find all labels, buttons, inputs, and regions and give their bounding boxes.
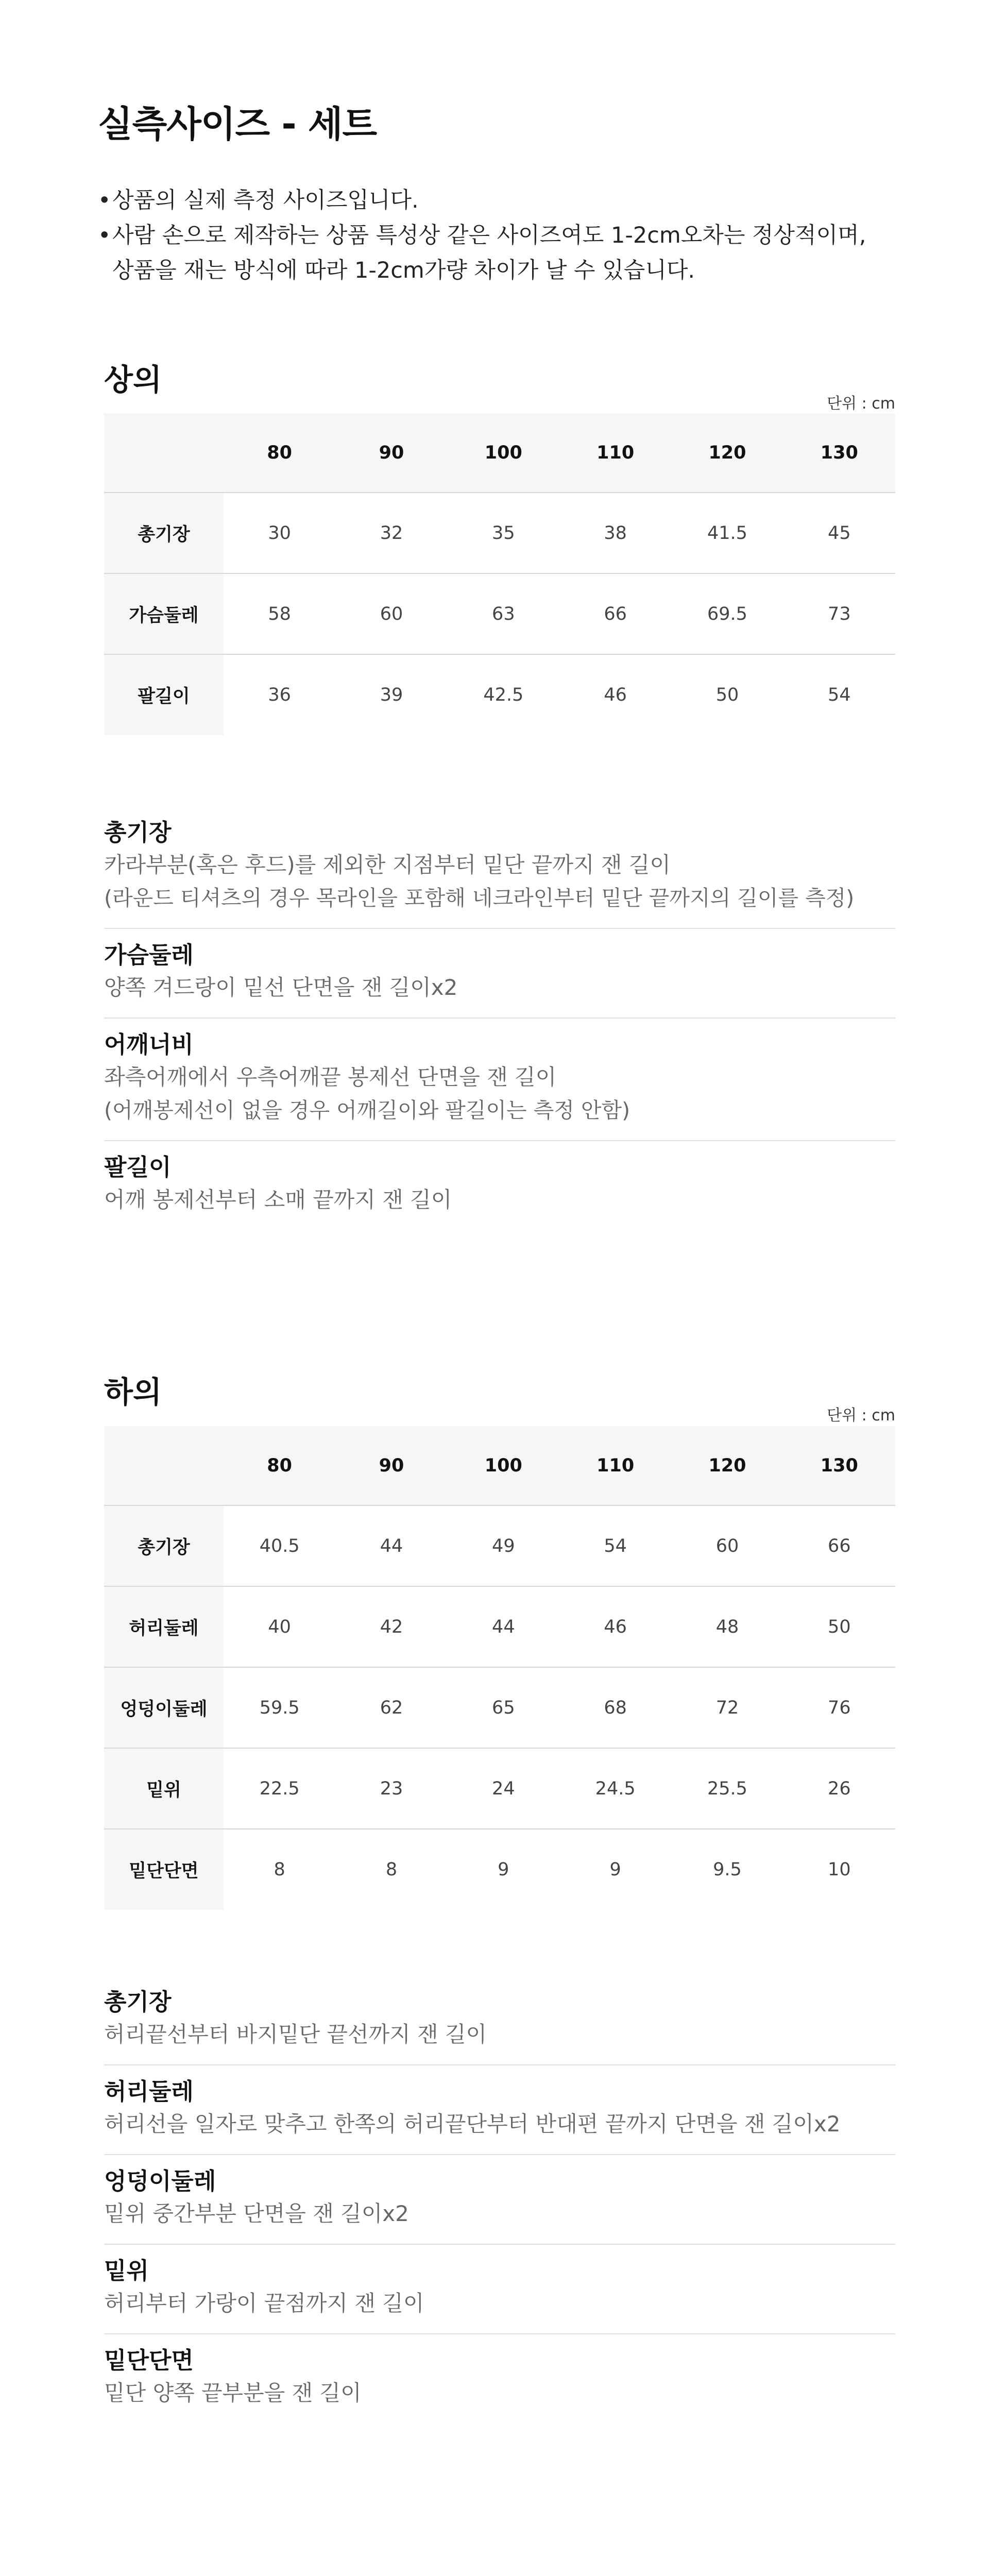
size-header: 120 xyxy=(671,1426,783,1505)
table-cell: 44 xyxy=(448,1586,559,1667)
intro-notes xyxy=(98,183,922,288)
guide-title: 팔길이 xyxy=(104,1154,172,1181)
table-cell: 39 xyxy=(380,685,403,705)
guide-item xyxy=(104,2155,895,2245)
header-corner xyxy=(104,413,224,493)
table-cell: 54 xyxy=(559,1505,671,1586)
guide-title: 밑위 xyxy=(104,2257,149,2284)
row-label: 밑단단면 xyxy=(104,1829,224,1910)
guide-text: 밑위 중간부분 단면을 잰 길이x2 xyxy=(104,2201,409,2226)
table-cell: 72 xyxy=(671,1667,783,1748)
guide-item xyxy=(104,1986,895,2065)
row-label: 팔길이 xyxy=(104,654,224,735)
guide-title: 밑단단면 xyxy=(104,2347,194,2374)
guide-title: 허리둘레 xyxy=(104,2078,194,2105)
table-cell: 69.5 xyxy=(671,573,783,654)
table-cell: 65 xyxy=(448,1667,559,1748)
table-row xyxy=(104,573,895,654)
table-header-row xyxy=(104,413,895,493)
table-cell: 8 xyxy=(385,1859,398,1880)
table-cell: 45 xyxy=(783,493,895,573)
guide-note: (라운드 티셔츠의 경우 목라인을 포함해 네크라인부터 밑단 끝까지의 길이를 측정) xyxy=(104,886,855,910)
intro-line-3: 상품을 재는 방식에 따라 1-2cm가량 차이가 날 수 있습니다. xyxy=(112,258,695,283)
guide-title: 가슴둘레 xyxy=(104,941,194,969)
table-cell: 25.5 xyxy=(671,1748,783,1829)
table-cell: 23 xyxy=(335,1748,447,1829)
guide-text: 허리선을 일자로 맞추고 한쪽의 허리끝단부터 반대편 끝까지 단면을 잰 길이x2 xyxy=(104,2111,841,2137)
row-label: 가슴둘레 xyxy=(104,573,224,654)
guide-text: 카라부분(혹은 후드)를 제외한 지점부터 밑단 끝까지 잰 길이 xyxy=(104,852,671,877)
guide-note: (어깨봉제선이 없을 경우 어깨길이와 팔길이는 측정 안함) xyxy=(104,1098,630,1123)
row-label: 허리둘레 xyxy=(104,1586,224,1667)
table-cell: 9.5 xyxy=(713,1859,742,1880)
row-label: 밑위 xyxy=(104,1748,224,1829)
table-cell: 32 xyxy=(335,493,447,573)
table-row xyxy=(104,1748,895,1829)
top-size-table xyxy=(104,413,895,735)
table-cell: 59.5 xyxy=(224,1667,335,1748)
table-row xyxy=(104,654,895,735)
table-cell: 40 xyxy=(224,1586,335,1667)
size-header: 100 xyxy=(448,1426,559,1505)
table-row xyxy=(104,1667,895,1748)
guide-title: 총기장 xyxy=(104,1988,172,2015)
table-cell: 66 xyxy=(783,1505,895,1586)
guide-text: 좌측어깨에서 우측어깨끝 봉제선 단면을 잰 길이 xyxy=(104,1064,557,1090)
table-cell: 36 xyxy=(268,685,291,705)
size-header: 100 xyxy=(448,413,559,493)
guide-title: 총기장 xyxy=(104,819,172,846)
table-cell: 50 xyxy=(715,685,739,705)
guide-item xyxy=(104,2245,895,2334)
size-header: 130 xyxy=(783,1426,895,1505)
table-header-row xyxy=(104,1426,895,1505)
guide-title: 어깨너비 xyxy=(104,1031,194,1058)
size-header: 120 xyxy=(671,413,783,493)
size-header: 110 xyxy=(559,1426,671,1505)
bottom-size-table xyxy=(104,1426,895,1910)
intro-line-2: • 사람 손으로 제작하는 상품 특성상 같은 사이즈여도 1-2cm오차는 정상적이며, xyxy=(98,218,922,253)
table-cell: 26 xyxy=(783,1748,895,1829)
top-measurement-guide xyxy=(104,817,895,1230)
guide-item xyxy=(104,2065,895,2155)
row-label: 총기장 xyxy=(104,1505,224,1586)
table-cell: 46 xyxy=(559,1586,671,1667)
table-cell: 68 xyxy=(559,1667,671,1748)
table-cell: 8 xyxy=(274,1859,285,1880)
table-cell: 24.5 xyxy=(559,1748,671,1829)
size-header: 90 xyxy=(335,413,447,493)
top-unit-label: 단위 : cm xyxy=(827,395,895,413)
table-cell: 49 xyxy=(448,1505,559,1586)
top-section-title: 상의 xyxy=(104,362,162,397)
guide-item xyxy=(104,929,895,1019)
table-cell: 35 xyxy=(448,493,559,573)
table-cell: 42.5 xyxy=(483,685,524,705)
table-cell: 10 xyxy=(828,1859,851,1880)
table-row xyxy=(104,1505,895,1586)
guide-text: 밑단 양쪽 끝부분을 잰 길이 xyxy=(104,2380,362,2405)
table-cell: 63 xyxy=(448,573,559,654)
bottom-unit-label: 단위 : cm xyxy=(827,1406,895,1425)
table-cell: 66 xyxy=(559,573,671,654)
table-cell: 38 xyxy=(559,493,671,573)
table-cell: 76 xyxy=(783,1667,895,1748)
header-corner xyxy=(104,1426,224,1505)
table-cell: 46 xyxy=(604,685,627,705)
guide-item xyxy=(104,1141,895,1230)
table-cell: 40.5 xyxy=(224,1505,335,1586)
size-header: 80 xyxy=(224,1426,335,1505)
table-cell: 50 xyxy=(783,1586,895,1667)
table-cell: 60 xyxy=(671,1505,783,1586)
row-label: 총기장 xyxy=(104,493,224,573)
table-row xyxy=(104,493,895,573)
guide-text: 어깨 봉제선부터 소매 끝까지 잰 길이 xyxy=(104,1187,452,1212)
size-header: 90 xyxy=(335,1426,447,1505)
guide-title: 엉덩이둘레 xyxy=(104,2167,216,2195)
table-cell: 62 xyxy=(335,1667,447,1748)
size-header: 80 xyxy=(224,413,335,493)
size-header: 110 xyxy=(559,413,671,493)
table-cell: 9 xyxy=(498,1859,509,1880)
guide-text: 허리끝선부터 바지밑단 끝선까지 잰 길이 xyxy=(104,2022,487,2047)
guide-item xyxy=(104,2334,895,2423)
table-row xyxy=(104,1829,895,1910)
guide-item xyxy=(104,817,895,929)
table-cell: 73 xyxy=(783,573,895,654)
table-cell: 54 xyxy=(828,685,851,705)
table-cell: 60 xyxy=(335,573,447,654)
intro-line-1: • 상품의 실제 측정 사이즈입니다. xyxy=(98,183,922,218)
table-cell: 24 xyxy=(448,1748,559,1829)
table-cell: 42 xyxy=(335,1586,447,1667)
page-title: 실측사이즈 - 세트 xyxy=(98,103,377,145)
guide-text: 허리부터 가랑이 끝점까지 잰 길이 xyxy=(104,2291,424,2316)
row-label: 엉덩이둘레 xyxy=(104,1667,224,1748)
table-row xyxy=(104,1586,895,1667)
table-cell: 30 xyxy=(224,493,335,573)
table-cell: 9 xyxy=(609,1859,621,1880)
table-cell: 48 xyxy=(671,1586,783,1667)
bottom-measurement-guide xyxy=(104,1986,895,2423)
guide-text: 양쪽 겨드랑이 밑선 단면을 잰 길이x2 xyxy=(104,975,458,1000)
table-cell: 44 xyxy=(335,1505,447,1586)
table-cell: 22.5 xyxy=(224,1748,335,1829)
bottom-section-title: 하의 xyxy=(104,1375,162,1410)
table-cell: 41.5 xyxy=(671,493,783,573)
guide-item xyxy=(104,1019,895,1141)
table-cell: 58 xyxy=(224,573,335,654)
size-header: 130 xyxy=(783,413,895,493)
